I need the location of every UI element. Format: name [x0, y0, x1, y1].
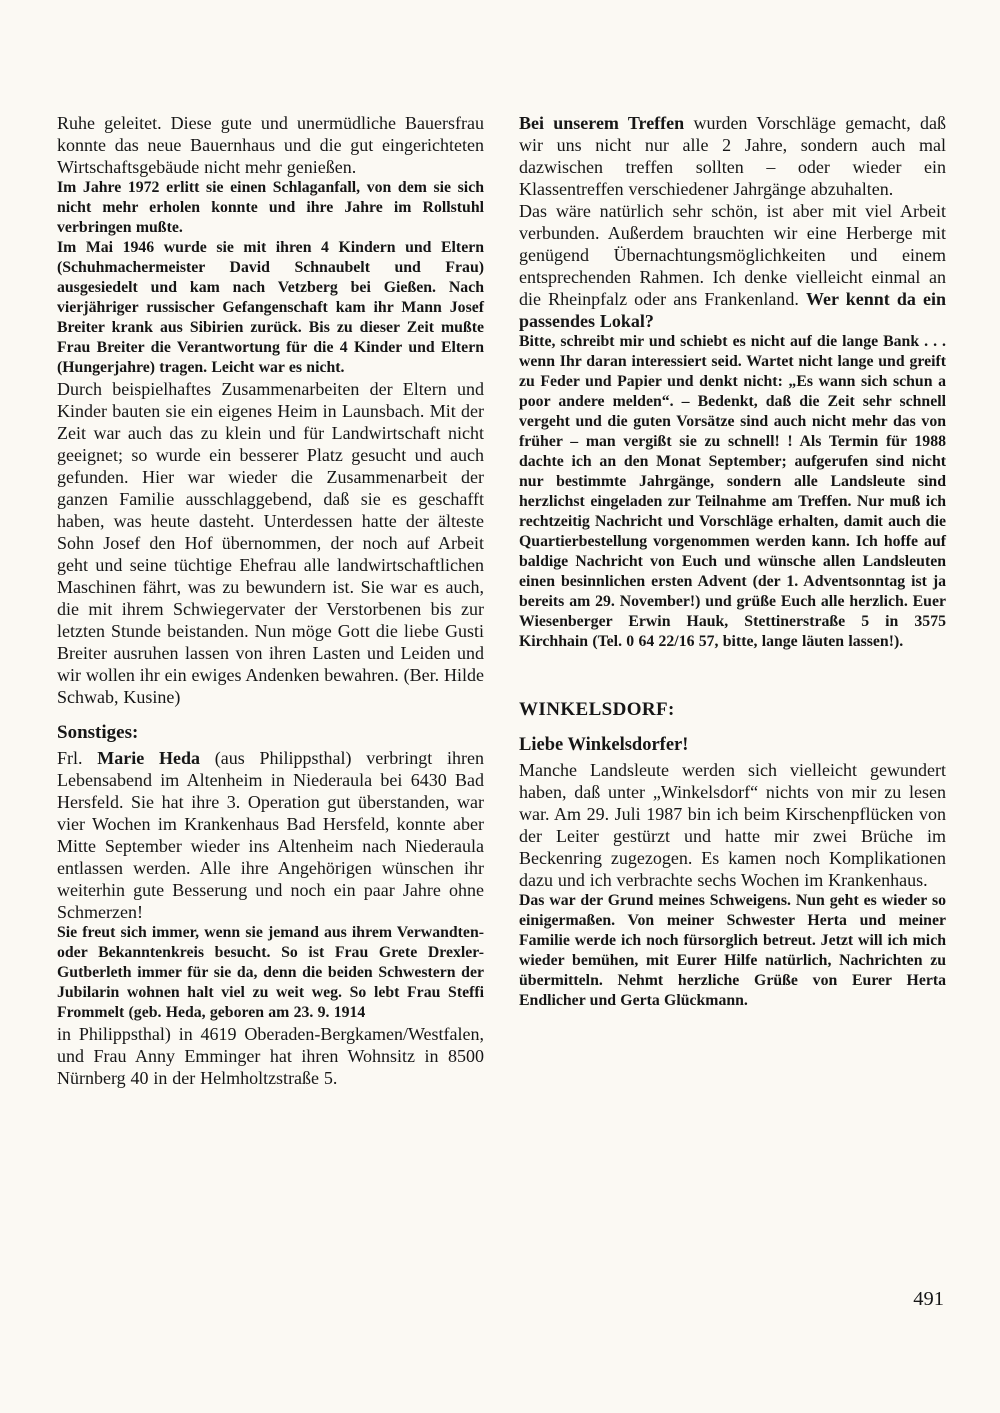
emphasized-text: Marie Heda	[97, 748, 200, 768]
paragraph	[519, 891, 946, 1011]
text-run: Frl.	[57, 748, 98, 768]
emphasized-text: Liebe Winkelsdorfer!	[519, 735, 689, 755]
paragraph	[519, 112, 946, 200]
emphasized-text: WINKELSDORF:	[519, 699, 675, 720]
paragraph	[57, 923, 484, 1023]
paragraph	[57, 238, 484, 378]
text-run: Das wäre natürlich sehr schön, ist aber mit viel Arbeit verbunden. Außerdem brauchten wir eine Herberge mit genügend Übernachtungsmöglichkeiten und einem entsprechenden Rahmen. Ich denke vielleicht einmal an die Rheinpfalz oder ans Frankenland.	[519, 201, 946, 309]
section-subheading	[519, 734, 946, 757]
text-run: (geb. Heda, geboren am 23. 9. 1914	[124, 1004, 366, 1021]
paragraph	[57, 112, 484, 178]
text-run: Durch beispielhaftes Zusammenarbeiten der Eltern und Kinder bauten sie ein eigenes Heim in Launsbach. Mit der Zeit war auch das zu klein und für Landwirtschaft nicht geeignet; so wurde ein besserer Platz gesucht und auch gefunden. Hier war wieder die Zusammenarbeit der ganzen Familie ausschlaggebend, daß sie es geschafft haben, was heute dasteht. Unterdessen hatte der älteste Sohn Josef den Hof übernommen, der noch auf Arbeit geht und seine tüchtige Ehefrau alle landwirtschaftlichen Maschinen fährt, was zu bewundern ist. Sie war es auch, die mit ihrem Schwiegervater der Verstorbenen bis zur letzten Stunde beistanden. Nun möge Gott die liebe Gusti Breiter ausruhen lassen von ihren Lasten und Leiden und wir wollen ihr ein ewiges Andenken bewahren. (Ber. Hilde Schwab, Kusine)	[57, 379, 484, 707]
section-heading	[519, 698, 946, 722]
text-run: Sie freut sich immer, wenn sie jemand aus ihrem Verwandten- oder Bekanntenkreis besucht. So ist Frau Grete Drexler-Gutberleth immer für sie da, denn die beiden Schwestern der Jubilarin wohnen halt viel zu weit weg. So lebt Frau	[57, 924, 484, 1001]
paragraph	[519, 200, 946, 332]
page-number: 491	[913, 1288, 944, 1310]
text-run: Im Jahre 1972 erlitt sie einen Schlaganfall, von dem sie sich nicht mehr erholen konnte und ihre Jahre im Rollstuhl verbringen mußte.	[57, 179, 484, 236]
paragraph	[519, 759, 946, 891]
text-run: wurden Vorschläge gemacht, daß wir uns nicht nur alle 2 Jahre, sondern auch mal dazwischen treffen sollten – oder wieder ein Klassentreffen verschiedener Jahrgänge abzuhalten.	[519, 113, 947, 199]
emphasized-text: Sonstiges:	[57, 722, 139, 743]
paragraph	[57, 747, 484, 923]
text-run: Ruhe geleitet. Diese gute und unermüdliche Bauersfrau konnte das neue Bauernhaus und die gut eingerichteten Wirtschaftsgebäude nicht mehr genießen.	[57, 113, 484, 177]
text-run: in Philippsthal) in 4619 Oberaden-Bergkamen/Westfalen, und Frau Anny Emminger hat ihren Wohnsitz in 8500 Nürnberg 40 in der Helmholtzstraße 5.	[57, 1024, 484, 1088]
paragraph	[57, 378, 484, 708]
section-heading	[57, 721, 484, 745]
emphasized-text: Bei unserem Treffen	[519, 113, 685, 133]
text-run: Bitte, schreibt mir und schiebt es nicht auf die lange Bank . . . wenn Ihr daran interessiert seid. Wartet nicht lange und greift zu Feder und Papier und denkt nicht: „Es wann sich schun a poor andere melden“. – Bedenkt, daß die Zeit sehr schnell vergeht und die guten Vorsätze sind auch nicht mehr das von früher – man vergißt sie zu schnell! ! Als Termin für 1988 dachte ich an den Monat September; aufgerufen sind nicht nur bestimmte Jahrgänge, sondern alle Landsleute sind herzlichst eingeladen zur Teilnahme am Treffen. Nur muß ich rechtzeitig Nachricht und Vorschläge erhalten, damit auch die Quartierbestellung vorgenommen werden kann. Ich hoffe auf baldige Nachricht von Euch und wünsche allen Landsleuten einen besinnlichen ersten Advent (der 1. Adventsonntag ist ja bereits am 29. November!) und grüße Euch alle herzlich. Euer Wiesenberger Erwin Hauk, Stettinerstraße 5 in 3575 Kirchhain (Tel. 0 64 22/16 57, bitte, lange läuten lassen!).	[519, 333, 946, 650]
two-column-layout	[57, 112, 946, 1089]
text-run: Im Mai 1946 wurde sie mit ihren 4 Kindern und Eltern (Schuhmachermeister David Schnaubelt und Frau) ausgesiedelt und kam nach Vetzberg bei Gießen. Nach vierjähriger russischer Gefangenschaft kam ihr Mann Josef Breiter krank aus Sibirien zurück. Bis zu dieser Zeit mußte Frau Breiter die Verantwortung für die 4 Kinder und Eltern (Hungerjahre) tragen. Leicht war es nicht.	[57, 239, 484, 376]
emphasized-text: Wer kennt da ein passendes Lokal?	[519, 289, 946, 331]
text-run: (aus Philippsthal) verbringt ihren Lebensabend im Altenheim in Niederaula bei 6430 Bad Hersfeld. Sie hat ihre 3. Operation gut überstanden, war vier Wochen im Krankenhaus Bad Hersfeld, konnte aber Mitte September wieder ins Altenheim nach Niederaula entlassen werden. Alle ihre Angehörigen wünschen ihr weiterhin gute Besserung und noch ein paar Jahre ohne Schmerzen!	[57, 748, 484, 922]
left-column	[57, 112, 484, 1089]
emphasized-text: Steffi Frommelt	[57, 984, 484, 1021]
right-column	[519, 112, 946, 1089]
text-run: Manche Landsleute werden sich vielleicht gewundert haben, daß unter „Winkelsdorf“ nichts von mir zu lesen war. Am 29. Juli 1987 bin ich beim Kirschenpflücken von der Leiter gestürzt und hatte mir zwei Brüche im Beckenring zugezogen. Es kamen noch Komplikationen dazu und ich verbrachte sechs Wochen im Krankenhaus.	[519, 760, 946, 890]
paragraph	[519, 332, 946, 652]
paragraph	[57, 1023, 484, 1089]
text-run: Das war der Grund meines Schweigens. Nun geht es wieder so einigermaßen. Von meiner Schwester Herta und meiner Familie werde ich noch fürsorglich betreut. Jetzt will ich mich wieder bemühen, mit Eurer Hilfe natürlich, Nachrichten zu übermitteln. Nehmt herzliche Grüße von Eurer Herta Endlicher und Gerta Glückmann.	[519, 892, 946, 1009]
paragraph	[57, 178, 484, 238]
